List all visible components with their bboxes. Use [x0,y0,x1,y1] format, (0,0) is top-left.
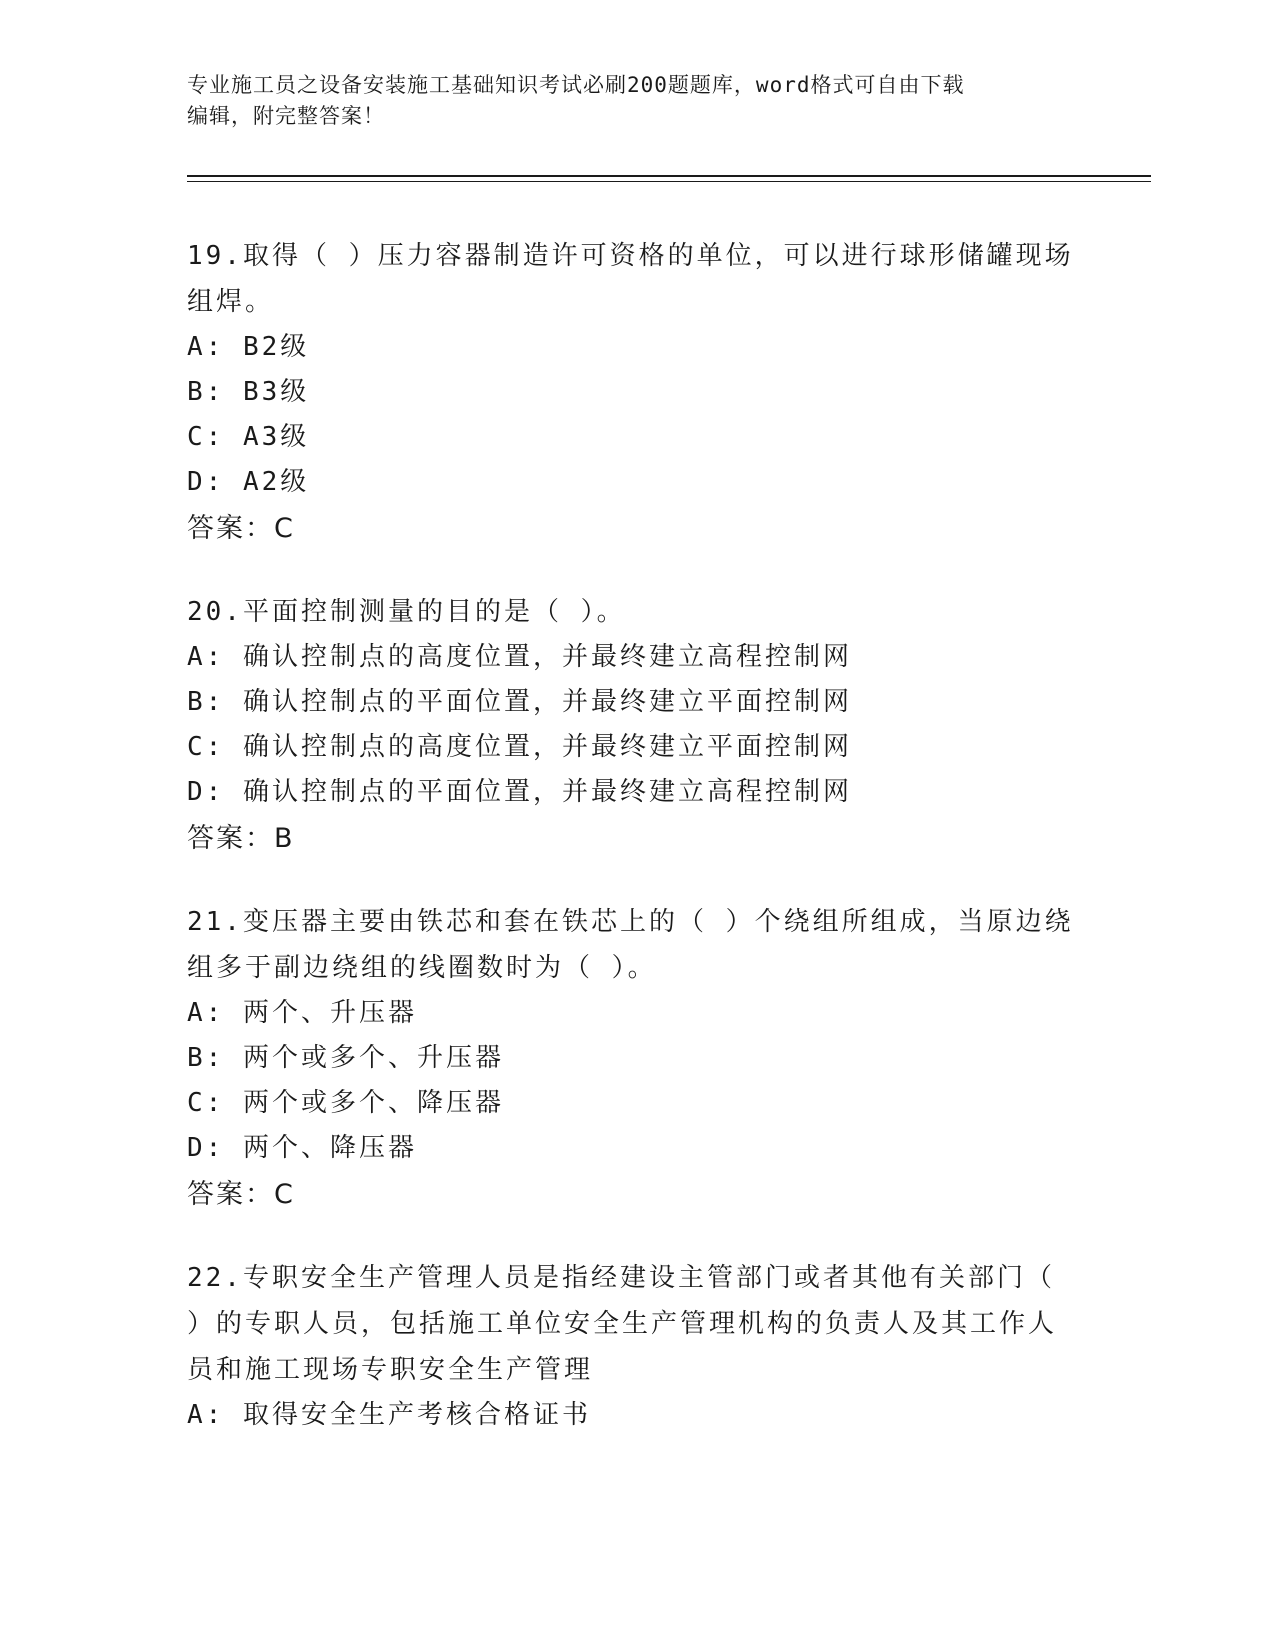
question-22 [187,1255,1087,1438]
header-divider-thin [187,181,1151,182]
option-c: C: 确认控制点的高度位置，并最终建立平面控制网 [187,732,852,762]
question-stem-line: 组焊。 [187,287,275,317]
option-a: A: 两个、升压器 [187,998,417,1028]
question-21 [187,899,1087,1219]
option-c: C: 两个或多个、降压器 [187,1088,504,1118]
option-d: D: 两个、降压器 [187,1133,417,1163]
question-stem-line: 组多于副边绕组的线圈数时为（ ）。 [187,953,657,983]
question-stem-line: 20.平面控制测量的目的是（ ）。 [187,597,626,627]
option-a: A: B2级 [187,332,310,362]
question-list [187,233,1087,1474]
header-line-1: 专业施工员之设备安装施工基础知识考试必刷200题题库，word格式可自由下载 [187,73,965,97]
option-b: B: 确认控制点的平面位置，并最终建立平面控制网 [187,687,852,717]
document-header [187,70,1087,132]
option-a: A: 取得安全生产考核合格证书 [187,1400,591,1430]
option-d: D: A2级 [187,467,310,497]
option-b: B: 两个或多个、升压器 [187,1043,504,1073]
question-19 [187,233,1087,553]
header-line-2: 编辑，附完整答案！ [187,104,385,128]
header-divider-thick [187,175,1151,177]
answer-label: 答案：B [187,823,295,854]
question-stem-line: 22.专职安全生产管理人员是指经建设主管部门或者其他有关部门（ [187,1263,1055,1293]
option-b: B: B3级 [187,377,310,407]
question-stem-line: ）的专职人员，包括施工单位安全生产管理机构的负责人及其工作人 [187,1309,1058,1339]
option-a: A: 确认控制点的高度位置，并最终建立高程控制网 [187,642,852,672]
question-stem-line: 19.取得（ ）压力容器制造许可资格的单位，可以进行球形储罐现场 [187,241,1074,271]
option-c: C: A3级 [187,422,310,452]
option-d: D: 确认控制点的平面位置，并最终建立高程控制网 [187,777,852,807]
question-20 [187,589,1087,863]
question-stem-line: 员和施工现场专职安全生产管理 [187,1355,594,1385]
answer-label: 答案：C [187,1179,295,1210]
question-stem-line: 21.变压器主要由铁芯和套在铁芯上的（ ）个绕组所组成，当原边绕 [187,907,1074,937]
answer-label: 答案：C [187,513,295,544]
